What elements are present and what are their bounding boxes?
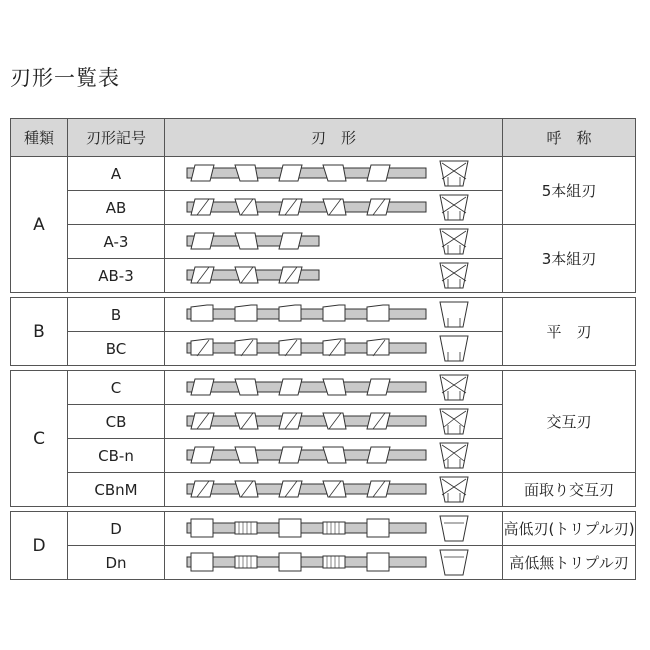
tooth-mark	[279, 267, 302, 283]
profile-cell	[165, 298, 503, 332]
blade-profile-drawing	[165, 225, 503, 258]
tooth-mark	[367, 199, 390, 215]
profile-cell	[165, 259, 503, 293]
table-row	[11, 473, 636, 507]
name-cell: 交互刃	[503, 371, 636, 473]
blade-profile-drawing	[165, 259, 503, 292]
blade-profile-drawing	[165, 512, 503, 545]
name-cell: 5本組刃	[503, 157, 636, 225]
name-cell: 高低無トリプル刃	[503, 546, 636, 580]
header-row	[11, 119, 636, 157]
tooth-mark	[279, 305, 301, 321]
type-cell: A	[11, 157, 68, 293]
tooth-mark	[323, 481, 346, 497]
symbol-cell: C	[68, 371, 165, 405]
header-profile: 刃 形	[165, 119, 503, 157]
tooth-mark	[323, 379, 346, 395]
crossed-trapezoid-icon	[440, 195, 468, 220]
profile-cell	[165, 225, 503, 259]
tooth-mark	[191, 481, 214, 497]
tooth-mark	[279, 199, 302, 215]
tooth-mark	[323, 556, 345, 568]
symbol-cell: CBnM	[68, 473, 165, 507]
chamfer-bowtie-icon	[440, 477, 468, 502]
tooth-mark	[323, 199, 346, 215]
blade-profile-drawing	[165, 473, 503, 506]
tooth-mark	[191, 379, 214, 395]
tooth-mark	[191, 447, 214, 463]
tooth-mark	[235, 267, 258, 283]
trapezoid-icon	[440, 302, 468, 327]
tooth-mark	[367, 165, 390, 181]
crossed-trapezoid-icon	[440, 375, 468, 400]
tooth-mark	[279, 165, 302, 181]
tooth-mark	[235, 199, 258, 215]
tooth-mark	[323, 447, 346, 463]
tooth-mark	[235, 413, 258, 429]
symbol-cell: AB-3	[68, 259, 165, 293]
symbol-cell: CB	[68, 405, 165, 439]
tooth-mark	[279, 481, 302, 497]
tooth-mark	[279, 553, 301, 571]
name-cell: 高低刃(トリプル刃)	[503, 512, 636, 546]
tooth-mark	[323, 305, 345, 321]
symbol-cell: CB-n	[68, 439, 165, 473]
tooth-mark	[279, 447, 302, 463]
tooth-mark	[323, 165, 346, 181]
symbol-cell: A	[68, 157, 165, 191]
symbol-cell: D	[68, 512, 165, 546]
name-cell: 3本組刃	[503, 225, 636, 293]
tooth-mark	[279, 413, 302, 429]
profile-cell	[165, 371, 503, 405]
profile-cell	[165, 191, 503, 225]
header-symbol: 刃形記号	[68, 119, 165, 157]
tooth-mark	[191, 519, 213, 537]
table-row	[11, 157, 636, 191]
tooth-mark	[235, 339, 257, 356]
table-row	[11, 371, 636, 405]
blade-profile-drawing	[165, 546, 503, 579]
type-cell: C	[11, 371, 68, 507]
crossed-trapezoid-icon	[440, 263, 468, 288]
tooth-mark	[235, 233, 258, 249]
tooth-mark	[235, 165, 258, 181]
table-row	[11, 225, 636, 259]
tooth-mark	[235, 447, 258, 463]
tooth-mark	[367, 447, 390, 463]
blade-profile-drawing	[165, 332, 503, 365]
tooth-mark	[191, 233, 214, 249]
tooth-mark	[367, 553, 389, 571]
name-cell: 面取り交互刃	[503, 473, 636, 507]
tooth-mark	[367, 519, 389, 537]
header-type: 種類	[11, 119, 68, 157]
blade-profile-table	[10, 118, 635, 580]
tooth-mark	[367, 339, 389, 356]
tooth-mark	[191, 339, 213, 356]
type-cell: B	[11, 298, 68, 366]
crossed-trapezoid-icon	[440, 161, 468, 186]
tooth-mark	[235, 522, 257, 534]
tooth-mark	[235, 305, 257, 321]
profile-cell	[165, 512, 503, 546]
table-row	[11, 298, 636, 332]
bowtie-icon	[440, 409, 468, 434]
name-cell: 平 刃	[503, 298, 636, 366]
tooth-mark	[191, 305, 213, 321]
profile-cell	[165, 439, 503, 473]
profile-cell	[165, 546, 503, 580]
blade-profile-drawing	[165, 405, 503, 438]
tooth-mark	[191, 267, 214, 283]
table-row	[11, 546, 636, 580]
page-title: 刃形一覧表	[10, 66, 120, 90]
bowtie-icon	[440, 443, 468, 468]
tooth-mark	[367, 379, 390, 395]
tooth-mark	[279, 233, 302, 249]
high-low-icon	[440, 550, 468, 575]
tooth-mark	[367, 413, 390, 429]
tooth-mark	[235, 556, 257, 568]
symbol-cell: BC	[68, 332, 165, 366]
header-name: 呼 称	[503, 119, 636, 157]
tooth-mark	[323, 413, 346, 429]
table-row	[11, 512, 636, 546]
profile-cell	[165, 157, 503, 191]
tooth-mark	[323, 339, 345, 356]
table-body	[11, 157, 636, 580]
symbol-cell: B	[68, 298, 165, 332]
tooth-mark	[279, 519, 301, 537]
tooth-mark	[279, 379, 302, 395]
tooth-mark	[191, 165, 214, 181]
blade-profile-drawing	[165, 157, 503, 190]
profile-cell	[165, 332, 503, 366]
blade-profile-drawing	[165, 439, 503, 472]
tooth-mark	[367, 481, 390, 497]
tooth-mark	[191, 199, 214, 215]
blade-profile-drawing	[165, 298, 503, 331]
profile-cell	[165, 473, 503, 507]
blade-profile-drawing	[165, 191, 503, 224]
blade-profile-drawing	[165, 371, 503, 404]
tooth-mark	[323, 522, 345, 534]
symbol-cell: AB	[68, 191, 165, 225]
tooth-mark	[235, 379, 258, 395]
profile-cell	[165, 405, 503, 439]
high-low-icon	[440, 516, 468, 541]
type-cell: D	[11, 512, 68, 580]
tooth-mark	[191, 413, 214, 429]
tooth-mark	[191, 553, 213, 571]
crossed-trapezoid-icon	[440, 229, 468, 254]
symbol-cell: A-3	[68, 225, 165, 259]
tooth-mark	[279, 339, 301, 356]
tooth-mark	[367, 305, 389, 321]
tooth-mark	[235, 481, 258, 497]
trapezoid-icon	[440, 336, 468, 361]
symbol-cell: Dn	[68, 546, 165, 580]
